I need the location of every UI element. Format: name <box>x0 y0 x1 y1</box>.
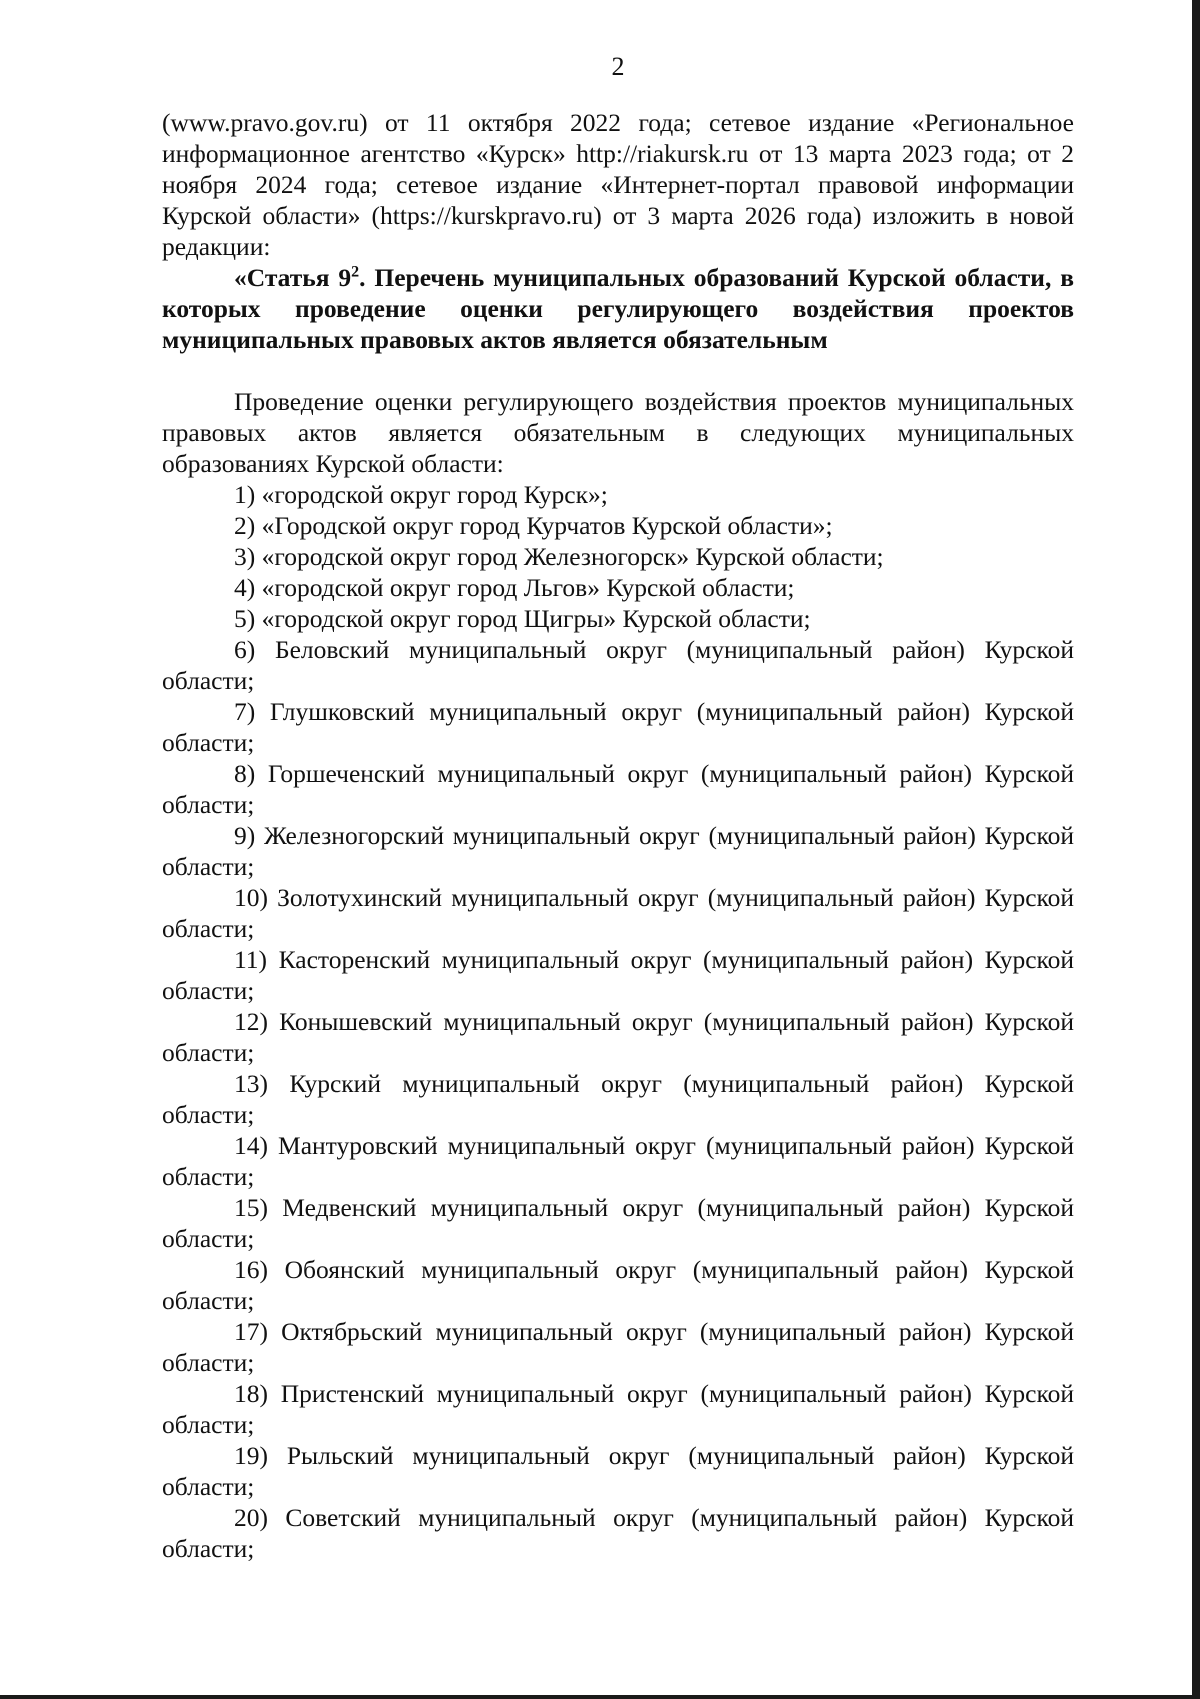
list-item: 14) Мантуровский муниципальный округ (муниципальный район) Курской области; <box>162 1131 1074 1191</box>
list-item: 2) «Городской округ город Курчатов Курской области»; <box>234 511 833 540</box>
list-item: 4) «городской округ город Льгов» Курской области; <box>234 573 795 602</box>
list-item: 13) Курский муниципальный округ (муниципальный район) Курской области; <box>162 1069 1074 1129</box>
article-prefix: «Статья 9 <box>234 263 352 292</box>
list-item: 10) Золотухинский муниципальный округ (муниципальный район) Курской области; <box>162 883 1074 943</box>
article-title: . Перечень муниципальных образований Курской области, в которых проведение оценки регулирующего воздействия проектов муниципальных правовых актов является обязательным <box>162 263 1074 354</box>
scan-edge-bottom <box>0 1695 1200 1699</box>
list-item: 18) Пристенский муниципальный округ (муниципальный район) Курской области; <box>162 1379 1074 1439</box>
list-item: 15) Медвенский муниципальный округ (муниципальный район) Курской области; <box>162 1193 1074 1253</box>
list-item: 6) Беловский муниципальный округ (муниципальный район) Курской области; <box>162 635 1074 695</box>
list-item: 16) Обоянский муниципальный округ (муниципальный район) Курской области; <box>162 1255 1074 1315</box>
list-item: 17) Октябрьский муниципальный округ (муниципальный район) Курской области; <box>162 1317 1074 1377</box>
list-item: 1) «городской округ город Курск»; <box>234 480 608 509</box>
list-item: 12) Конышевский муниципальный округ (муниципальный район) Курской области; <box>162 1007 1074 1067</box>
list-item: 9) Железногорский муниципальный округ (муниципальный район) Курской области; <box>162 821 1074 881</box>
list-item: 11) Касторенский муниципальный округ (муниципальный район) Курской области; <box>162 945 1074 1005</box>
spacer <box>162 355 1074 386</box>
article-superscript: 2 <box>351 263 360 281</box>
scan-edge-right <box>1192 0 1200 1699</box>
list-item: 5) «городской округ город Щигры» Курской области; <box>234 604 811 633</box>
body-paragraph: Проведение оценки регулирующего воздействия проектов муниципальных правовых актов является обязательным в следующих муниципальных образованиях Курской области: <box>162 387 1074 478</box>
intro-paragraph: (www.pravo.gov.ru) от 11 октября 2022 года; сетевое издание «Региональное информационное агентство «Курск» http://riakursk.ru от 13 марта 2023 года; от 2 ноября 2024 года; сетевое издание «Интернет-портал правовой информации Курской области» (https://kurskpravo.ru) от 3 марта 2026 года) изложить в новой редакции: <box>162 108 1074 261</box>
list-item: 3) «городской округ город Железногорск» Курской области; <box>234 542 884 571</box>
list-item: 8) Горшеченский муниципальный округ (муниципальный район) Курской области; <box>162 759 1074 819</box>
list-item: 7) Глушковский муниципальный округ (муниципальный район) Курской области; <box>162 697 1074 757</box>
page-number: 2 <box>611 52 625 81</box>
article-heading <box>162 262 1074 355</box>
document-body <box>162 107 1074 1564</box>
list-item: 19) Рыльский муниципальный округ (муниципальный район) Курской области; <box>162 1441 1074 1501</box>
list-item: 20) Советский муниципальный округ (муниципальный район) Курской области; <box>162 1503 1074 1563</box>
